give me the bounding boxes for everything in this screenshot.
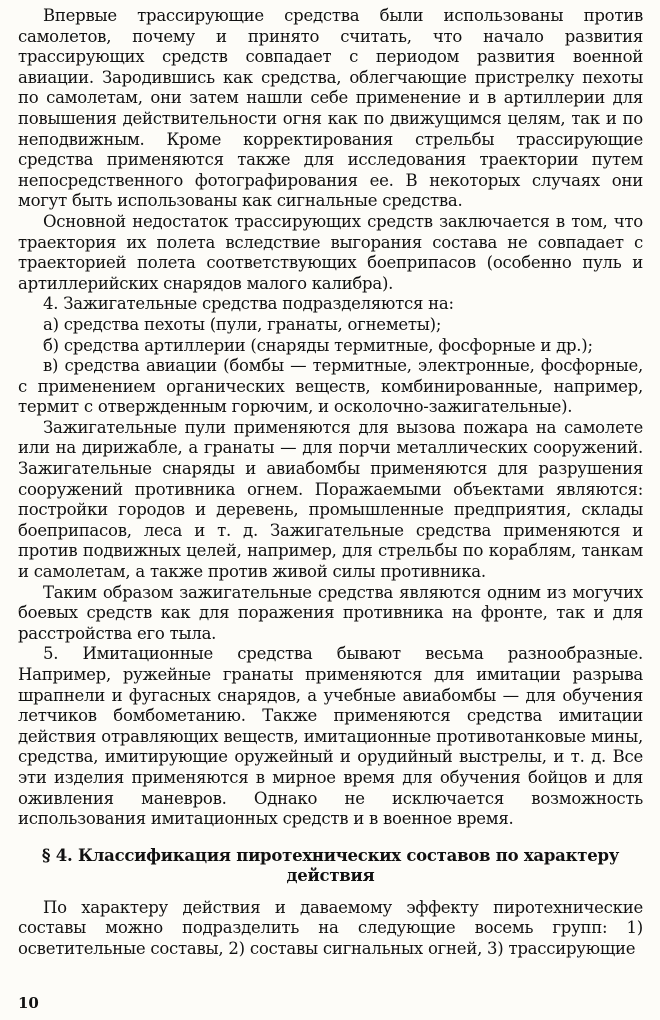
paragraph-tracer-drawback: Основной недостаток трассирующих средств заключается в том, что траектория их полета вследствие выгорания состава не совпадает с траекторией полета соответствующих боеприпасов (особенно пуль и артиллерийских снарядов малого калибра).: [18, 211, 643, 293]
paragraph-incendiary-use: Зажигательные пули применяются для вызова пожара на самолете или на дирижабле, а гранаты — для порчи металлических сооружений. Зажигательные снаряды и авиабомбы применяются для разрушения сооружений противника огнем. Поражаемыми объектами являются: постройки городов и деревень, промышленные предприятия, склады боеприпасов, леса и т. д. Зажигательные средства применяются и против подвижных целей, например, для стрельбы по кораблям, танкам и самолетам, а также против живой силы противника.: [18, 417, 643, 582]
paragraph-imitation: 5. Имитационные средства бывают весьма разнообразные. Например, ружейные гранаты применяются для имитации разрыва шрапнели и фугасных снарядов, а учебные авиабомбы — для обучения летчиков бомбометанию. Также применяются средства имитации действия отравляющих веществ, имитационные противотанковые мины, средства, имитирующие оружейный и орудийный выстрелы, и т. д. Все эти изделия применяются в мирное время для обучения бойцов и для оживления маневров. Однако не исключается возможность использования имитационных средств и в военное время.: [18, 644, 643, 829]
paragraph-incendiary-summary: Таким образом зажигательные средства являются одним из могучих боевых средств как для поражения противника на фронте, так и для расстройства его тыла.: [18, 582, 643, 643]
section-heading: § 4. Классификация пиротехнических составов по характеру действия: [41, 845, 620, 885]
paragraph-tracer-history: Впервые трассирующие средства были использованы против самолетов, почему и принято считать, что начало развития трассирующих средств совпадает с периодом развития военной авиации. Зародившись как средства, облегчающие пристрелку пехоты по самолетам, они затем нашли себе применение и в артиллерии для повышения действительности огня как по движущимся целям, так и по неподвижным. Кроме корректирования стрельбы трассирующие средства применяются также для исследования траектории путем непосредственного фотографирования ее. В некоторых случаях они могут быть использованы как сигнальные средства.: [18, 6, 643, 211]
page-number: 10: [18, 994, 39, 1012]
list-item-aviation: в) средства авиации (бомбы — термитные, электронные, фосфорные, с применением органических веществ, комбинированные, например, термит с отвержденным горючим, и осколочно-зажигательные).: [18, 356, 643, 417]
body-text: [18, 6, 643, 960]
list-item-infantry: а) средства пехоты (пули, гранаты, огнеметы);: [43, 314, 442, 334]
list-intro-incendiary: 4. Зажигательные средства подразделяются на:: [43, 294, 454, 314]
paragraph-classification: По характеру действия и даваемому эффекту пиротехнические составы можно подразделить на следующие восемь групп: 1) осветительные составы, 2) составы сигнальных огней, 3) трассирующие: [18, 897, 643, 958]
list-item-artillery: б) средства артиллерии (снаряды термитные, фосфорные и др.);: [43, 335, 593, 355]
